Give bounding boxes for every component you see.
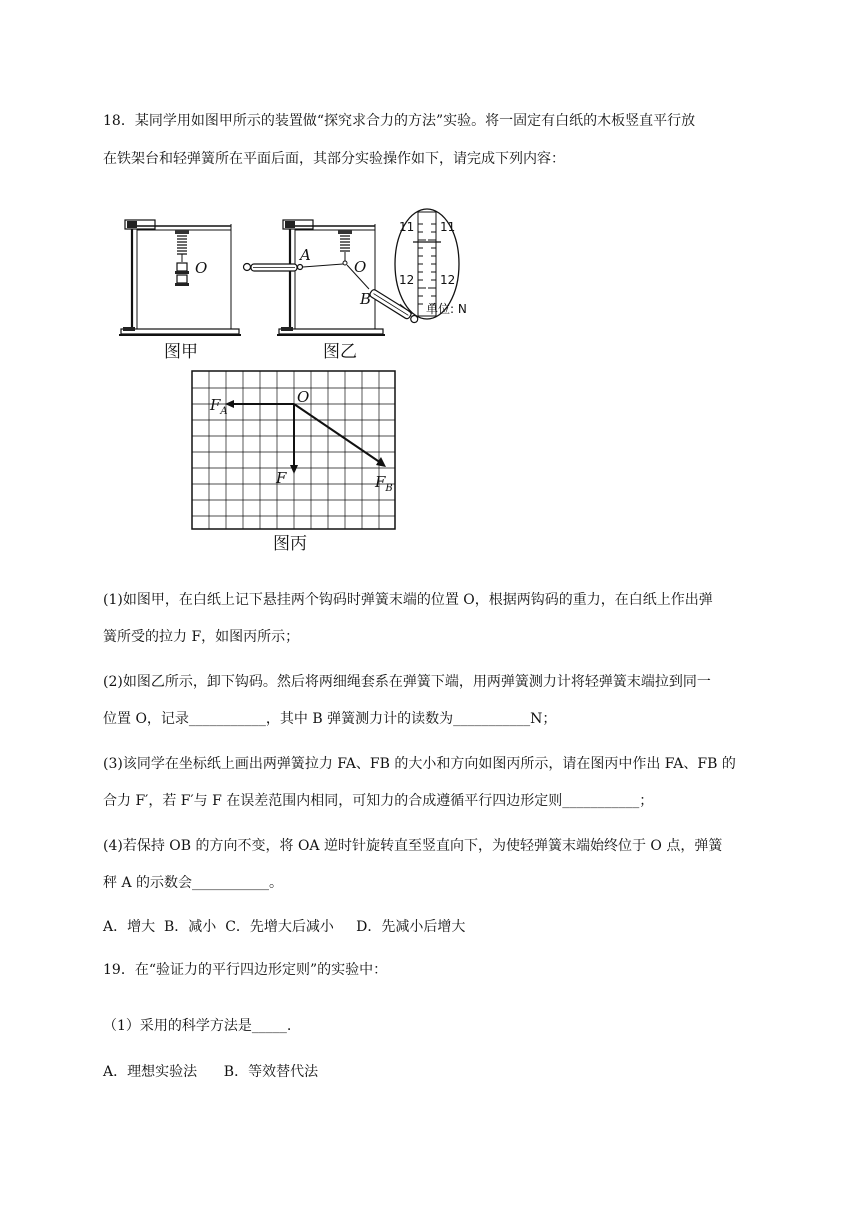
q18-p1-line1: (1)如图甲，在白纸上记下悬挂两个钩码时弹簧末端的位置 O，根据两钩码的重力，在白纸上作出弹 — [103, 592, 713, 608]
gauge-11-right: 11 — [440, 220, 456, 234]
label-F: F — [276, 469, 287, 487]
q18-p2-line1: (2)如图乙所示，卸下钩码。然后将两细绳套系在弹簧下端，用两弹簧测力计将轻弹簧末端拉到同一 — [103, 674, 711, 690]
q18-intro-line1: 18．某同学用如图甲所示的装置做“探究求合力的方法”实验。将一固定有白纸的木板竖直平行放 — [103, 113, 696, 129]
caption-jia: 图甲 — [164, 342, 198, 362]
experiment-figure — [113, 204, 488, 556]
figure-jia — [119, 220, 241, 362]
gauge-12-left: 12 — [399, 273, 415, 287]
q18-intro-line2: 在铁架台和轻弹簧所在平面后面，其部分实验操作如下，请完成下列内容： — [103, 151, 565, 167]
q18-options: A．增大 B．减小 C．先增大后减小 D．先减小后增大 — [103, 919, 466, 935]
figure-yi — [244, 209, 467, 362]
q19-title: 19．在“验证力的平行四边形定则”的实验中： — [103, 962, 388, 978]
gauge-11-left: 11 — [399, 220, 415, 234]
q18-p4-line1: (4)若保持 OB 的方向不变，将 OA 逆时针旋转直至竖直向下，为使轻弹簧末端始终位于 O 点，弹簧 — [103, 838, 723, 854]
q18-p3-line1: (3)该同学在坐标纸上画出两弹簧拉力 FA、FB 的大小和方向如图丙所示，请在图丙中作出 FA、FB 的 — [103, 756, 736, 772]
label-A: A — [300, 246, 311, 264]
gauge-12-right: 12 — [440, 273, 456, 287]
label-O-yi: O — [354, 258, 367, 276]
label-FB: $F_B$ — [375, 473, 393, 494]
q18-p1-line2: 簧所受的拉力 F，如图丙所示； — [103, 629, 300, 645]
q18-p3-line2: 合力 F′，若 F′与 F 在误差范围内相同，可知力的合成遵循平行四边形定则___________； — [103, 793, 654, 809]
label-O-bing: O — [297, 388, 310, 406]
caption-bing: 图丙 — [273, 534, 307, 554]
label-FA: $F_A$ — [210, 396, 228, 417]
label-B: B — [360, 290, 372, 308]
q18-p2-line2: 位置 O，记录___________，其中 B 弹簧测力计的读数为___________N； — [103, 711, 557, 727]
q19-options: A．理想实验法 B．等效替代法 — [103, 1064, 319, 1080]
gauge-unit: 单位: N — [426, 302, 467, 316]
figure-bing — [192, 371, 395, 554]
q18-p4-line2: 秤 A 的示数会___________。 — [103, 875, 284, 891]
caption-yi: 图乙 — [323, 342, 357, 362]
q19-sub1: （1）采用的科学方法是_____. — [103, 1018, 292, 1034]
label-O-jia: O — [195, 259, 208, 277]
